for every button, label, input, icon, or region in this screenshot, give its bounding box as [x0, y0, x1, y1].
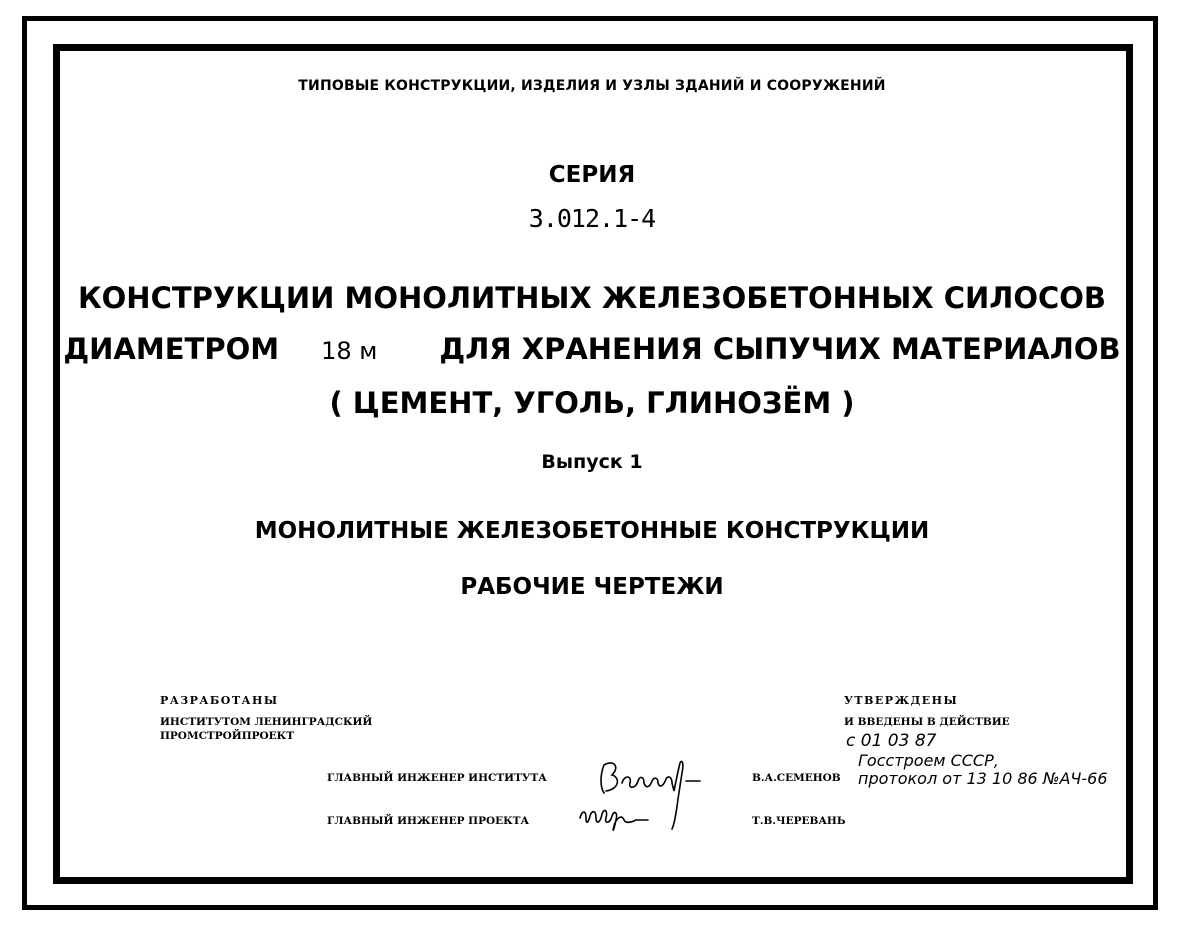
header-top-line: ТИПОВЫЕ КОНСТРУКЦИИ, ИЗДЕЛИЯ И УЗЛЫ ЗДАНИЙ И СООРУЖЕНИЙ [298, 78, 886, 94]
developed-label: РАЗРАБОТАНЫ [160, 694, 279, 707]
title-line-2-a: ДИАМЕТРОМ [63, 332, 280, 366]
signature-name-2: Т.В.ЧЕРЕВАНЬ [752, 815, 846, 827]
signature-mark-2 [574, 800, 654, 836]
approved-line-1: И ВВЕДЕНЫ В ДЕЙСТВИЕ [844, 716, 1010, 728]
series-number: 3.012.1-4 [528, 204, 656, 233]
approved-protocol: протокол от 13 10 86 №АЧ-66 [858, 769, 1108, 788]
signature-name-1: В.А.СЕМЕНОВ [752, 772, 841, 784]
approved-authority: Госстроем СССР, [858, 751, 999, 770]
approved-date: с 01 03 87 [846, 731, 937, 751]
title-line-2 [0, 332, 1184, 366]
signature-role-2: ГЛАВНЫЙ ИНЖЕНЕР ПРОЕКТА [327, 815, 530, 827]
signature-role-1: ГЛАВНЫЙ ИНЖЕНЕР ИНСТИТУТА [327, 772, 547, 784]
title-line-3: ( ЦЕМЕНТ, УГОЛЬ, ГЛИНОЗЁМ ) [329, 386, 855, 420]
subtitle: МОНОЛИТНЫЕ ЖЕЛЕЗОБЕТОННЫЕ КОНСТРУКЦИИ [254, 518, 930, 544]
title-diameter: 18 м [321, 337, 378, 365]
developed-line-1: ИНСТИТУТОМ ЛЕНИНГРАДСКИЙ [160, 716, 373, 728]
subtitle-2: РАБОЧИЕ ЧЕРТЕЖИ [460, 574, 724, 600]
issue-label: Выпуск 1 [541, 451, 643, 473]
title-line-2-c: ДЛЯ ХРАНЕНИЯ СЫПУЧИХ МАТЕРИАЛОВ [439, 332, 1121, 366]
developed-line-2: ПРОМСТРОЙПРОЕКТ [160, 730, 295, 742]
approved-label: УТВЕРЖДЕНЫ [844, 694, 959, 707]
title-line-1: КОНСТРУКЦИИ МОНОЛИТНЫХ ЖЕЛЕЗОБЕТОННЫХ СИЛОСОВ [77, 281, 1107, 315]
series-label: СЕРИЯ [548, 162, 636, 188]
